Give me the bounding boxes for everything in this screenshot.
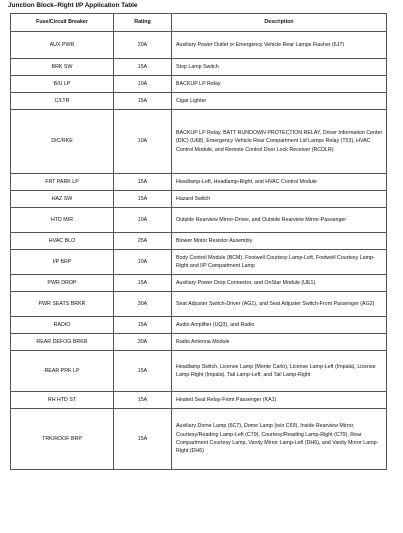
rating-cell: 15A	[114, 392, 172, 409]
rating-cell: 25A	[114, 233, 172, 250]
description-cell: Headlamp Switch, License Lamp (Monte Carlo), License Lamp-Left (Impala), License Lamp-Right (Impala), Tail Lamp-Left, and Tail Lamp-Right	[172, 351, 387, 392]
table-row	[11, 59, 387, 76]
description-cell: Cigar Lighter	[172, 93, 387, 110]
description-cell: BACKUP LP Relay, BATT RUNDOWN PROTECTION RELAY, Driver Information Center (DIC) (U68), Emergency Vehicle Rear Compartment Lid Lamps Relay (T53), HVAC Control Module, and Remote Control Door Lock Receiver (RCDLR)	[172, 110, 387, 174]
fuse-cell: AUX PWR	[11, 32, 114, 59]
fuse-cell: FRT PARK LP	[11, 174, 114, 191]
fuse-cell: RH HTD ST	[11, 392, 114, 409]
table-row	[11, 110, 387, 174]
description-cell: Auxiliary Power Outlet or Emergency Vehicle Rear Lamps Flasher (6J7)	[172, 32, 387, 59]
table-row	[11, 191, 387, 208]
fuse-cell: HVAC BLO	[11, 233, 114, 250]
fuse-cell: RADIO	[11, 317, 114, 334]
table-row	[11, 76, 387, 93]
fuse-cell: B/U LP	[11, 76, 114, 93]
fuse-cell: BRK SW	[11, 59, 114, 76]
header-rating: Rating	[114, 14, 172, 32]
table-title: Junction Block–Right I/P Application Table	[8, 2, 138, 9]
description-cell: BACKUP LP Relay	[172, 76, 387, 93]
description-cell: Auxiliary Power Drop Connector, and OnStar Module (UE1)	[172, 275, 387, 292]
fuse-cell: I/P BRP	[11, 250, 114, 275]
table-header-row	[11, 14, 387, 32]
fuse-application-table	[10, 13, 387, 470]
description-cell: Seat Adjuster Switch-Driver (AG1), and Seat Adjuster Switch-Front Passenger (AG2)	[172, 292, 387, 317]
description-cell: Headlamp-Left, Headlamp-Right, and HVAC Control Module	[172, 174, 387, 191]
description-cell: Auxiliary Dome Lamp (6C7), Dome Lamp (w/o C69), Inside Rearview Mirror, Courtesy/Reading Lamp-Left (C79), Courtesy/Reading Lamp-Right (C79), Rear Compartment Courtesy Lamp, Vanity Mirror Lamp-Left (DH6), and Vanity Mirror Lamp-Right (DH6)	[172, 409, 387, 470]
rating-cell: 15A	[114, 275, 172, 292]
table-row	[11, 392, 387, 409]
header-fuse: Fuse/Circuit Breaker	[11, 14, 114, 32]
table-row	[11, 93, 387, 110]
fuse-cell: TRK/ROOF BRP	[11, 409, 114, 470]
table-row	[11, 250, 387, 275]
table-row	[11, 275, 387, 292]
rating-cell: 10A	[114, 110, 172, 174]
rating-cell: 15A	[114, 174, 172, 191]
header-description: Description	[172, 14, 387, 32]
table-row	[11, 32, 387, 59]
table-row	[11, 351, 387, 392]
description-cell: Radio Antenna Module	[172, 334, 387, 351]
table-row	[11, 317, 387, 334]
rating-cell: 15A	[114, 409, 172, 470]
fuse-cell: PWR SEATS BRKR	[11, 292, 114, 317]
fuse-cell: HAZ SW	[11, 191, 114, 208]
table-row	[11, 292, 387, 317]
rating-cell: 30A	[114, 334, 172, 351]
rating-cell: 15A	[114, 191, 172, 208]
fuse-cell: DIC/RKE	[11, 110, 114, 174]
rating-cell: 15A	[114, 59, 172, 76]
fuse-cell: REAR PRK LP	[11, 351, 114, 392]
rating-cell: 20A	[114, 32, 172, 59]
table-row	[11, 334, 387, 351]
rating-cell: 15A	[114, 93, 172, 110]
description-cell: Hazard Switch	[172, 191, 387, 208]
rating-cell: 15A	[114, 351, 172, 392]
fuse-cell: C/LTR	[11, 93, 114, 110]
table-row	[11, 233, 387, 250]
rating-cell: 15A	[114, 317, 172, 334]
rating-cell: 10A	[114, 250, 172, 275]
rating-cell: 30A	[114, 292, 172, 317]
description-cell: Outside Rearview Mirror-Driver, and Outside Rearview Mirror-Passenger	[172, 208, 387, 233]
description-cell: Stop Lamp Switch	[172, 59, 387, 76]
description-cell: Blower Motor Resistor Assembly	[172, 233, 387, 250]
fuse-cell: HTD MIR	[11, 208, 114, 233]
description-cell: Audio Amplifier (UQ3), and Radio	[172, 317, 387, 334]
fuse-cell: REAR DEFOG BRKR	[11, 334, 114, 351]
table-row	[11, 409, 387, 470]
table-row	[11, 208, 387, 233]
fuse-cell: PWR DROP	[11, 275, 114, 292]
table-row	[11, 174, 387, 191]
rating-cell: 10A	[114, 76, 172, 93]
rating-cell: 10A	[114, 208, 172, 233]
description-cell: Body Control Module (BCM), Footwell Courtesy Lamp-Left, Footwell Courtesy Lamp-Right and I/P Compartment Lamp	[172, 250, 387, 275]
description-cell: Heated Seat Relay-Front Passenger (KA1)	[172, 392, 387, 409]
